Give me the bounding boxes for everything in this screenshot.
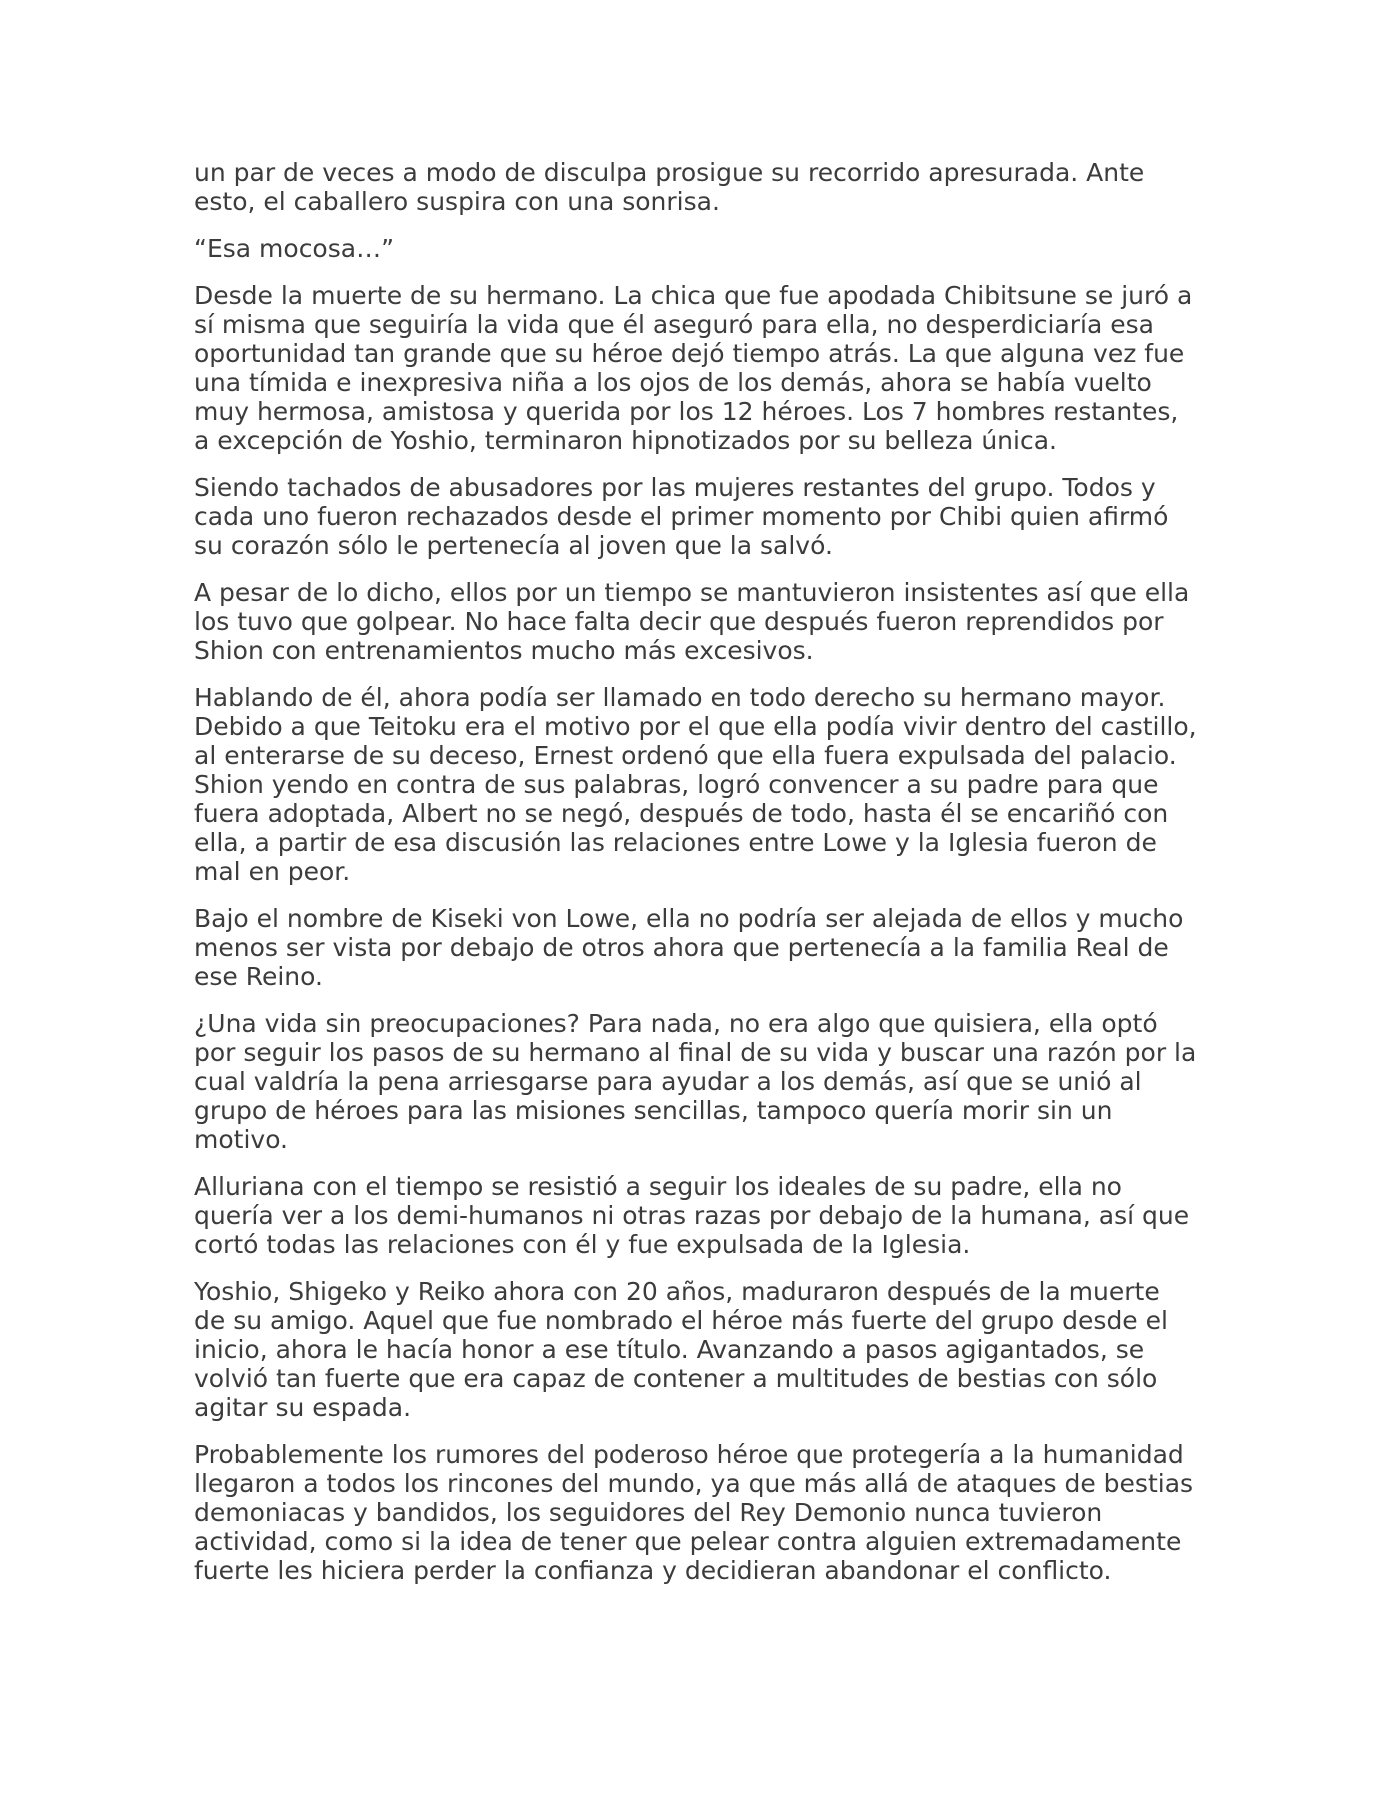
- paragraph-7: Bajo el nombre de Kiseki von Lowe, ella no podría ser alejada de ellos y mucho menos ser vista por debajo de otros ahora que pertenecía a la familia Real de ese Reino.: [194, 904, 1184, 991]
- document-body: [194, 158, 1214, 1603]
- paragraph-8: ¿Una vida sin preocupaciones? Para nada, no era algo que quisiera, ella optó por seguir los pasos de su hermano al final de su vida y buscar una razón por la cual valdría la pena arriesgarse para ayudar a los demás, así que se unió al grupo de héroes para las misiones sencillas, tampoco quería morir sin un motivo.: [194, 1009, 1197, 1154]
- paragraph-10: Yoshio, Shigeko y Reiko ahora con 20 años, maduraron después de la muerte de su amigo. Aquel que fue nombrado el héroe más fuerte del grupo desde el inicio, ahora le hacía honor a ese título. Avanzando a pasos agigantados, se volvió tan fuerte que era capaz de contener a multitudes de bestias con sólo agitar su espada.: [194, 1277, 1168, 1422]
- paragraph-1: un par de veces a modo de disculpa prosigue su recorrido apresurada. Ante esto, el caballero suspira con una sonrisa.: [194, 158, 1145, 216]
- paragraph-6: Hablando de él, ahora podía ser llamado en todo derecho su hermano mayor. Debido a que Teitoku era el motivo por el que ella podía vivir dentro del castillo, al enterarse de su deceso, Ernest ordenó que ella fuera expulsada del palacio. Shion yendo en contra de sus palabras, logró convencer a su padre para que fuera adoptada, Albert no se negó, después de todo, hasta él se encariñó con ella, a partir de esa discusión las relaciones entre Lowe y la Iglesia fueron de mal en peor.: [194, 683, 1197, 886]
- paragraph-9: Alluriana con el tiempo se resistió a seguir los ideales de su padre, ella no quería ver a los demi-humanos ni otras razas por debajo de la humana, así que cortó todas las relaciones con él y fue expulsada de la Iglesia.: [194, 1172, 1190, 1259]
- paragraph-2: “Esa mocosa…”: [194, 234, 395, 263]
- paragraph-11: Probablemente los rumores del poderoso héroe que protegería a la humanidad llegaron a todos los rincones del mundo, ya que más allá de ataques de bestias demoniacas y bandidos, los seguidores del Rey Demonio nunca tuvieron actividad, como si la idea de tener que pelear contra alguien extremadamente fuerte les hiciera perder la confianza y decidieran abandonar el conflicto.: [194, 1440, 1194, 1585]
- paragraph-5: A pesar de lo dicho, ellos por un tiempo se mantuvieron insistentes así que ella los tuvo que golpear. No hace falta decir que después fueron reprendidos por Shion con entrenamientos mucho más excesivos.: [194, 578, 1190, 665]
- paragraph-3: Desde la muerte de su hermano. La chica que fue apodada Chibitsune se juró a sí misma que seguiría la vida que él aseguró para ella, no desperdiciaría esa oportunidad tan grande que su héroe dejó tiempo atrás. La que alguna vez fue una tímida e inexpresiva niña a los ojos de los demás, ahora se había vuelto muy hermosa, amistosa y querida por los 12 héroes. Los 7 hombres restantes, a excepción de Yoshio, terminaron hipnotizados por su belleza única.: [194, 281, 1193, 455]
- paragraph-4: Siendo tachados de abusadores por las mujeres restantes del grupo. Todos y cada uno fueron rechazados desde el primer momento por Chibi quien afirmó su corazón sólo le pertenecía al joven que la salvó.: [194, 473, 1169, 560]
